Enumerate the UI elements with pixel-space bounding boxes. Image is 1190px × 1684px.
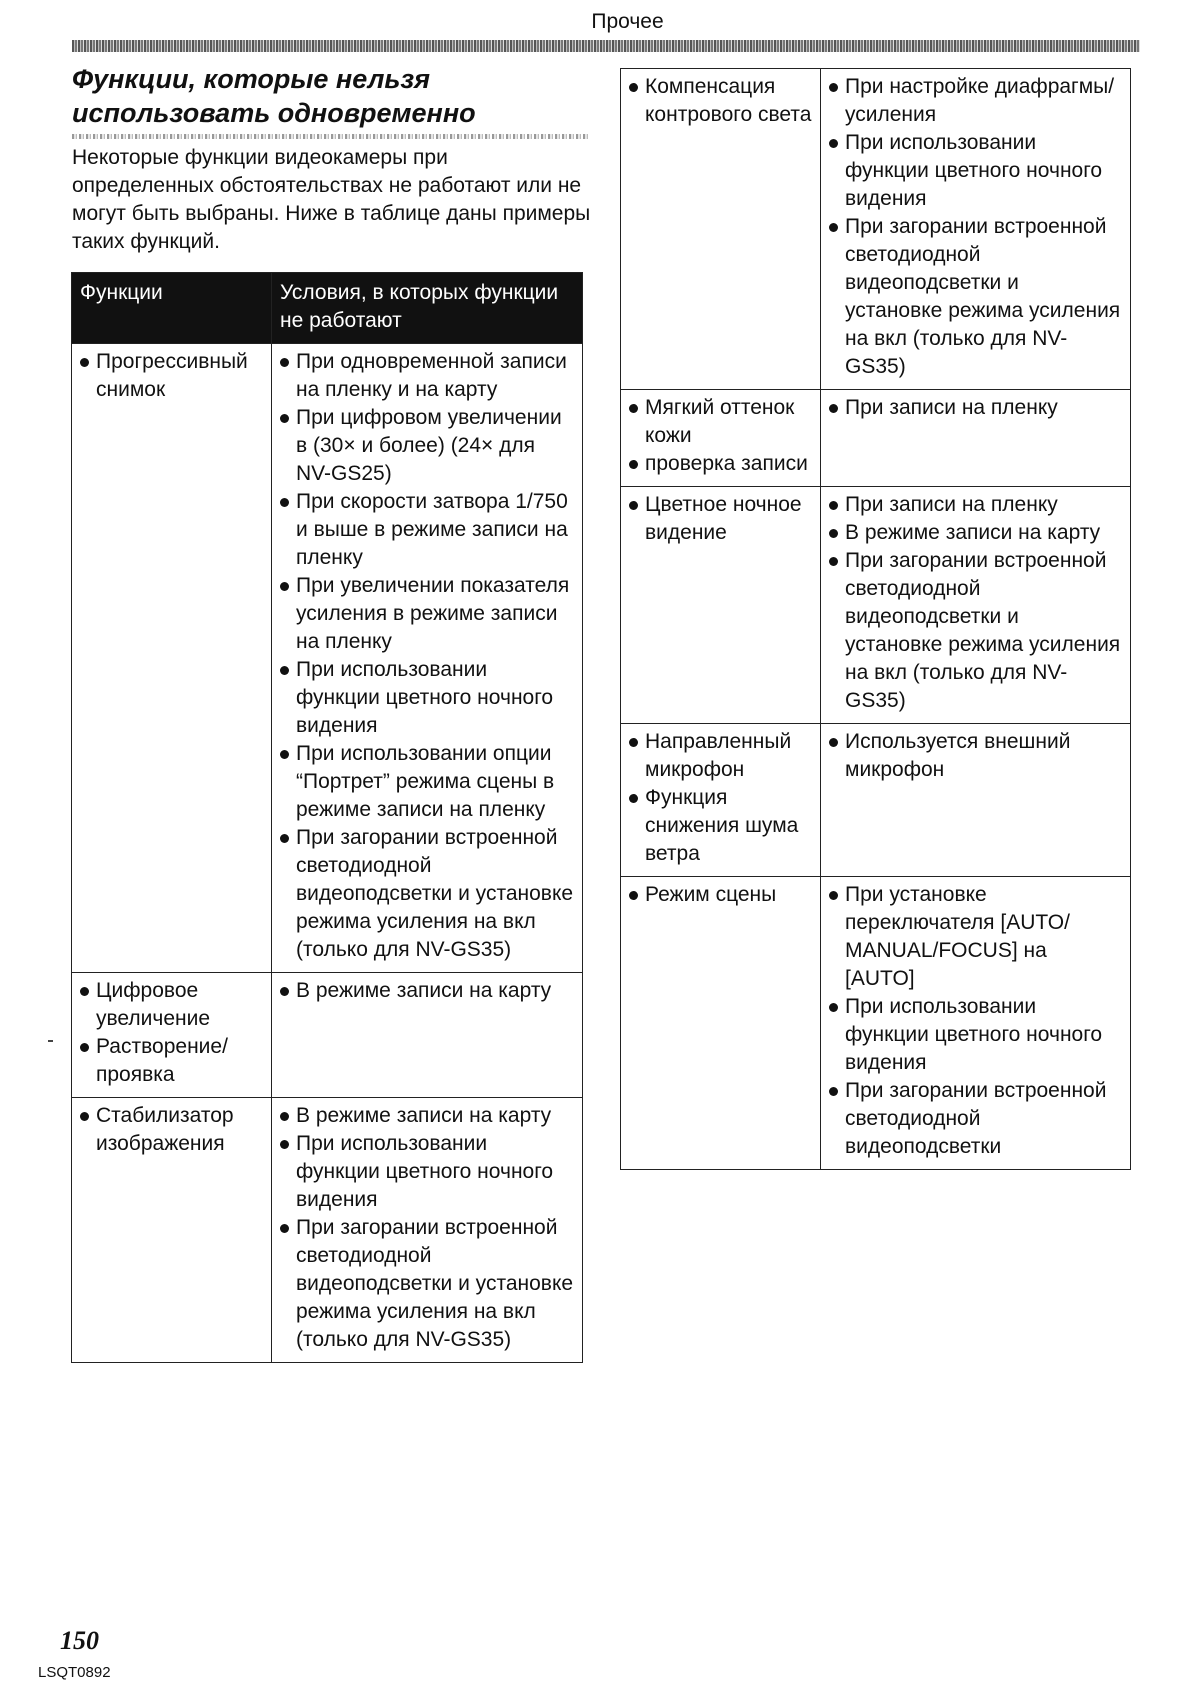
condition-item: При загорании встроенной светодиодной видеоподсветки и установке режима усиления на вкл (только для NV-GS35) [829, 547, 1122, 715]
header-functions: Функции [72, 273, 272, 344]
function-cell [72, 344, 272, 973]
function-cell [72, 973, 272, 1098]
condition-cell-list [829, 394, 1122, 422]
page-number: 150 [60, 1626, 99, 1655]
condition-item: При использовании функции цветного ночного видения [280, 1130, 574, 1214]
function-item: Стабилизатор изображения [80, 1102, 263, 1158]
condition-item: При загорании встроенной светодиодной видеоподсветки и установке режима усиления на вкл (только для NV-GS35) [280, 824, 574, 964]
condition-item: При цифровом увеличении в (30× и более) (24× для NV-GS25) [280, 404, 574, 488]
functions-table-left [71, 272, 583, 1363]
condition-cell-list [280, 977, 574, 1005]
function-cell-list [629, 394, 812, 478]
condition-item: При записи на пленку [829, 491, 1122, 519]
condition-item: При загорании встроенной светодиодной видеоподсветки и установке режима усиления на вкл (только для NV-GS35) [829, 213, 1122, 381]
condition-item: При увеличении показателя усиления в режиме записи на пленку [280, 572, 574, 656]
left-table-body [72, 344, 583, 1363]
function-cell-list [80, 977, 263, 1089]
function-item: Режим сцены [629, 881, 812, 909]
condition-cell-list [829, 491, 1122, 715]
condition-item: В режиме записи на карту [829, 519, 1122, 547]
right-table-body [621, 69, 1131, 1170]
condition-cell [272, 973, 583, 1098]
function-item: Мягкий оттенок кожи [629, 394, 812, 450]
condition-item: При настройке диафрагмы/усиления [829, 73, 1122, 129]
function-cell [621, 69, 821, 390]
condition-item: При загорании встроенной светодиодной видеоподсветки [829, 1077, 1122, 1161]
function-cell [72, 1098, 272, 1363]
condition-item: При использовании функции цветного ночного видения [829, 993, 1122, 1077]
condition-cell [821, 487, 1131, 724]
header-rule [72, 40, 1140, 52]
condition-item: При загорании встроенной светодиодной видеоподсветки и установке режима усиления на вкл (только для NV-GS35) [280, 1214, 574, 1354]
condition-cell [272, 344, 583, 973]
condition-cell [821, 724, 1131, 877]
function-cell [621, 724, 821, 877]
condition-item: В режиме записи на карту [280, 977, 574, 1005]
section-header: Прочее [591, 10, 664, 33]
table-row [72, 1098, 583, 1363]
table-header-row [72, 273, 583, 344]
page-title: Функции, которые нельзя использовать одновременно [72, 64, 476, 128]
condition-item: При записи на пленку [829, 394, 1122, 422]
condition-cell [272, 1098, 583, 1363]
table-row [621, 487, 1131, 724]
condition-cell-list [280, 1102, 574, 1354]
function-cell [621, 487, 821, 724]
condition-item: При использовании опции “Портрет” режима сцены в режиме записи на пленку [280, 740, 574, 824]
condition-cell-list [280, 348, 574, 964]
function-cell-list [80, 1102, 263, 1158]
condition-cell-list [829, 728, 1122, 784]
function-cell-list [629, 881, 812, 909]
function-item: Растворение/ проявка [80, 1033, 263, 1089]
function-item: Прогрессивный снимок [80, 348, 263, 404]
margin-mark [48, 1040, 53, 1042]
condition-item: При установке переключателя [AUTO/ MANUAL/FOCUS] на [AUTO] [829, 881, 1122, 993]
intro-paragraph: Некоторые функции видеокамеры при определенных обстоятельствах не работают или не могут быть выбраны. Ниже в таблице даны примеры таких функций. [72, 146, 591, 253]
table-row [72, 973, 583, 1098]
function-cell [621, 390, 821, 487]
condition-cell-list [829, 73, 1122, 381]
function-item: проверка записи [629, 450, 812, 478]
function-item: Цветное ночное видение [629, 491, 812, 547]
title-rule [72, 134, 588, 139]
table-row [72, 344, 583, 973]
condition-cell [821, 877, 1131, 1170]
condition-item: В режиме записи на карту [280, 1102, 574, 1130]
function-cell [621, 877, 821, 1170]
condition-item: При скорости затвора 1/750 и выше в режиме записи на пленку [280, 488, 574, 572]
function-item: Направленный микрофон [629, 728, 812, 784]
condition-item: При использовании функции цветного ночного видения [829, 129, 1122, 213]
condition-item: При одновременной записи на пленку и на карту [280, 348, 574, 404]
table-row [621, 877, 1131, 1170]
table-row [621, 69, 1131, 390]
header-conditions: Условия, в которых функции не работают [272, 273, 583, 344]
function-cell-list [629, 73, 812, 129]
condition-cell-list [829, 881, 1122, 1161]
condition-cell [821, 69, 1131, 390]
condition-item: При использовании функции цветного ночного видения [280, 656, 574, 740]
function-cell-list [80, 348, 263, 404]
function-cell-list [629, 728, 812, 868]
function-item: Компенсация контрового света [629, 73, 812, 129]
table-row [621, 390, 1131, 487]
function-cell-list [629, 491, 812, 547]
condition-item: Используется внешний микрофон [829, 728, 1122, 784]
condition-cell [821, 390, 1131, 487]
function-item: Функция снижения шума ветра [629, 784, 812, 868]
document-code: LSQT0892 [38, 1664, 111, 1681]
table-row [621, 724, 1131, 877]
function-item: Цифровое увеличение [80, 977, 263, 1033]
functions-table-right [620, 68, 1131, 1170]
